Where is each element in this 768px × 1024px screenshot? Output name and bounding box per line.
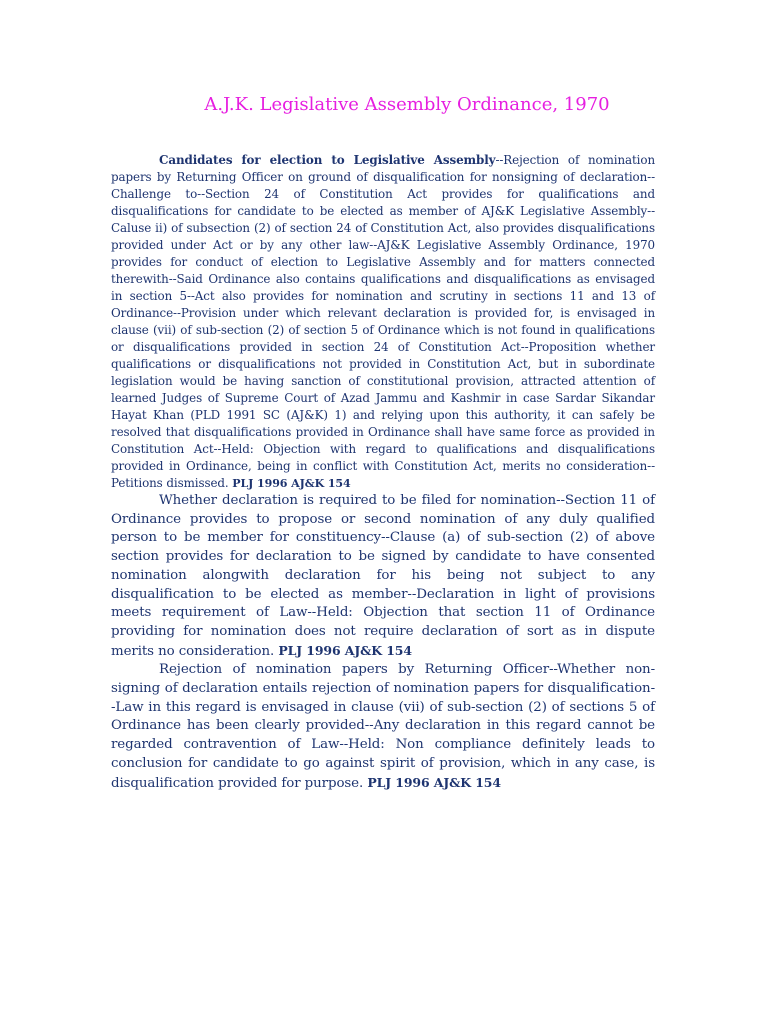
paragraph-candidates-election <box>111 152 655 492</box>
paragraph-rejection-nomination <box>111 661 655 793</box>
paragraph-lead-heading: Candidates for election to Legislative Assembly <box>159 153 496 167</box>
page-title: A.J.K. Legislative Assembly Ordinance, 1970 <box>204 94 610 115</box>
case-citation: PLJ 1996 AJ&K 154 <box>232 477 351 490</box>
document-body <box>111 152 655 793</box>
paragraph-text: Rejection of nomination papers by Returning Officer--Whether non-signing of declaration entails rejection of nomination papers for disqualification--Law in this regard is envisaged in clause (vii) of sub-section (2) of sections 5 of Ordinance has been clearly provided--Any declaration in this regard cannot be regarded contravention of Law--Held: Non compliance definitely leads to conclusion for candidate to go against spirit of provision, which in any case, is disqualification provided for purpose. <box>111 662 655 791</box>
paragraph-declaration-required <box>111 492 655 661</box>
case-citation: PLJ 1996 AJ&K 154 <box>278 642 412 658</box>
paragraph-text: --Rejection of nomination papers by Returning Officer on ground of disqualification for nonsigning of declaration--Challenge to--Section 24 of Constitution Act provides for qualifications and disqualifications for candidate to be elected as member of AJ&K Legislative Assembly--Caluse ii) of subsection (2) of section 24 of Constitution Act, also provides disqualifications provided under Act or by any other law--AJ&K Legislative Assembly Ordinance, 1970 provides for conduct of election to Legislative Assembly and for matters connected therewith--Said Ordinance also contains qualifications and disqualifications as envisaged in section 5--Act also provides for nomination and scrutiny in sections 11 and 13 of Ordinance--Provision under which relevant declaration is provided for, is envisaged in clause (vii) of sub-section (2) of section 5 of Ordinance which is not found in qualifications or disqualifications provided in section 24 of Constitution Act--Proposition whether qualifications or disqualifications not provided in Constitution Act, but in subordinate legislation would be having sanction of constitutional provision, attracted attention of learned Judges of Supreme Court of Azad Jammu and Kashmir in case Sardar Sikandar Hayat Khan (PLD 1991 SC (AJ&K) 1) and relying upon this authority, it can safely be resolved that disqualifications provided in Ordinance shall have same force as provided in Constitution Act--Held: Objection with regard to qualifications and disqualifications provided in Ordinance, being in conflict with Constitution Act, merits no consideration--Petitions dismissed. <box>111 153 656 490</box>
paragraph-text: Whether declaration is required to be filed for nomination--Section 11 of Ordinance provides to propose or second nomination of any duly qualified person to be member for constituency--Clause (a) of sub-section (2) of above section provides for declaration to be signed by candidate to have consented nomination alongwith declaration for his being not subject to any disqualification to be elected as member--Declaration in light of provisions meets requirement of Law--Held: Objection that section 11 of Ordinance providing for nomination does not require declaration of sort as in dispute merits no consideration. <box>111 493 655 659</box>
case-citation: PLJ 1996 AJ&K 154 <box>367 774 501 790</box>
